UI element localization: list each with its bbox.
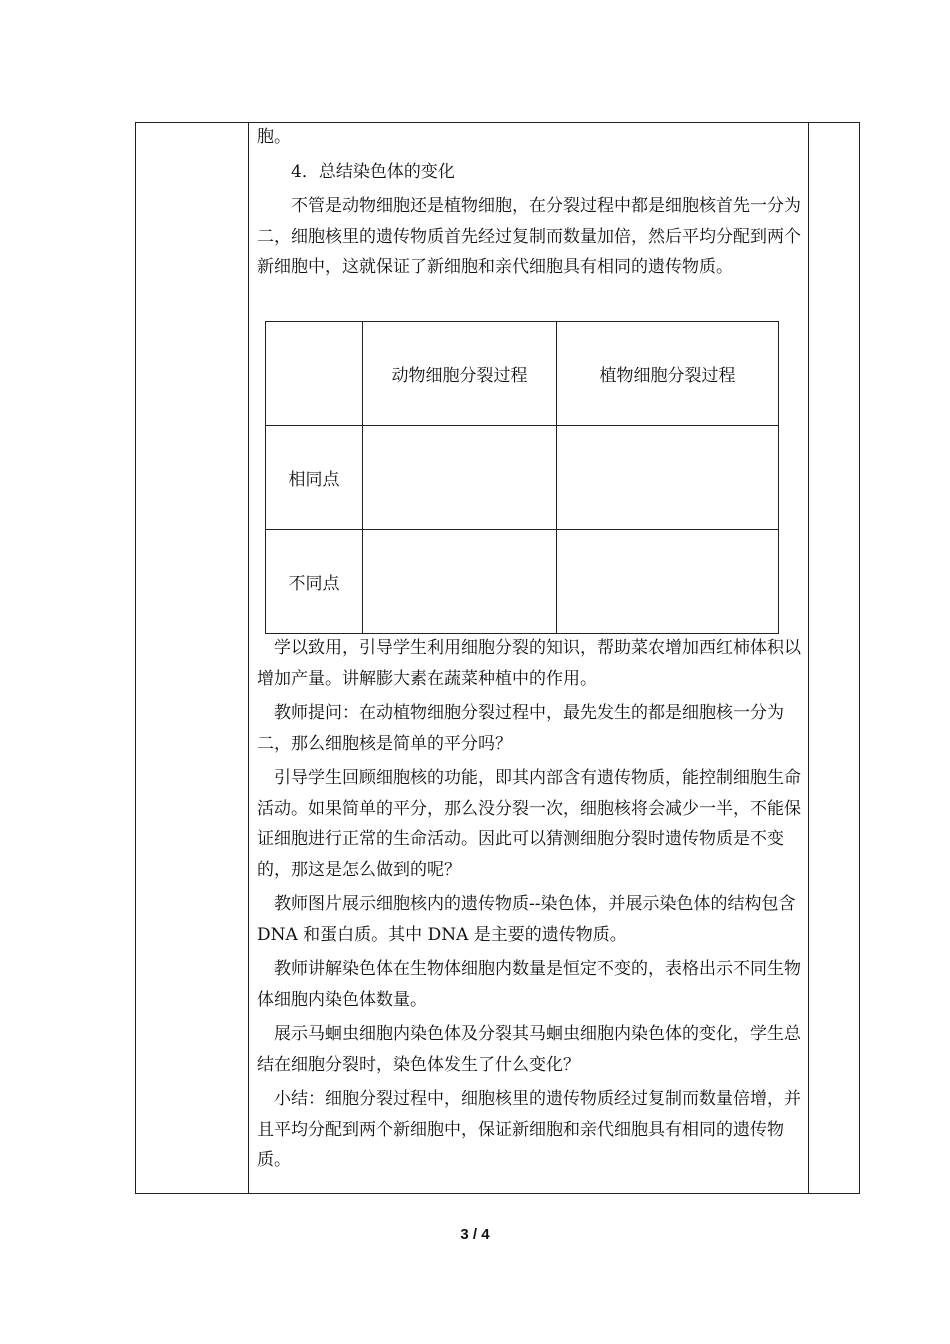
header-empty-cell <box>266 322 363 426</box>
lesson-content <box>257 122 802 287</box>
empty-cell <box>557 426 779 530</box>
table-row <box>266 426 779 530</box>
paragraph: 学以致用，引导学生利用细胞分裂的知识，帮助菜农增加西红柿体积以增加产量。讲解膨大素在蔬菜种植中的作用。 <box>257 638 801 689</box>
header-animal-cell: 动物细胞分裂过程 <box>363 322 557 426</box>
paragraph-summary: 不管是动物细胞还是植物细胞，在分裂过程中都是细胞核首先一分为二，细胞核里的遗传物质首先经过复制而数量加倍，然后平均分配到两个新细胞中，这就保证了新细胞和亲代细胞具有相同的遗传物质。 <box>257 196 801 277</box>
row-label-differences: 不同点 <box>266 530 363 634</box>
paragraph: 教师图片展示细胞核内的遗传物质--染色体，并展示染色体的结构包含 DNA 和蛋白质。其中 DNA 是主要的遗传物质。 <box>257 894 796 945</box>
page-number: 3 / 4 <box>460 1226 490 1243</box>
table-row <box>266 530 779 634</box>
empty-cell <box>363 530 557 634</box>
comparison-table <box>265 321 779 634</box>
empty-cell <box>557 530 779 634</box>
column-divider-left <box>248 123 249 1193</box>
column-divider-right <box>808 123 809 1193</box>
paragraph: 展示马蛔虫细胞内染色体及分裂其马蛔虫细胞内染色体的变化，学生总结在细胞分裂时，染色体发生了什么变化？ <box>257 1024 801 1075</box>
lesson-content-continued <box>257 633 802 1180</box>
comparison-header-row <box>266 322 779 426</box>
paragraph: 引导学生回顾细胞核的功能，即其内部含有遗传物质，能控制细胞生命活动。如果简单的平分，那么没分裂一次，细胞核将会减少一半，不能保证细胞进行正常的生命活动。因此可以猜测细胞分裂时遗传物质是不变的，那这是怎么做到的呢？ <box>257 768 801 880</box>
paragraph: 教师提问：在动植物细胞分裂过程中，最先发生的都是细胞核一分为二，那么细胞核是简单的平分吗？ <box>257 703 784 754</box>
header-plant-cell: 植物细胞分裂过程 <box>557 322 779 426</box>
paragraph: 教师讲解染色体在生物体细胞内数量是恒定不变的，表格出示不同生物体细胞内染色体数量。 <box>257 959 801 1010</box>
row-label-similarities: 相同点 <box>266 426 363 530</box>
paragraph-continuation: 胞。 <box>257 127 291 147</box>
empty-cell <box>363 426 557 530</box>
paragraph: 小结：细胞分裂过程中，细胞核里的遗传物质经过复制而数量倍增，并且平均分配到两个新细胞中，保证新细胞和亲代细胞具有相同的遗传物质。 <box>257 1089 801 1170</box>
section-heading: 4．总结染色体的变化 <box>291 161 455 182</box>
